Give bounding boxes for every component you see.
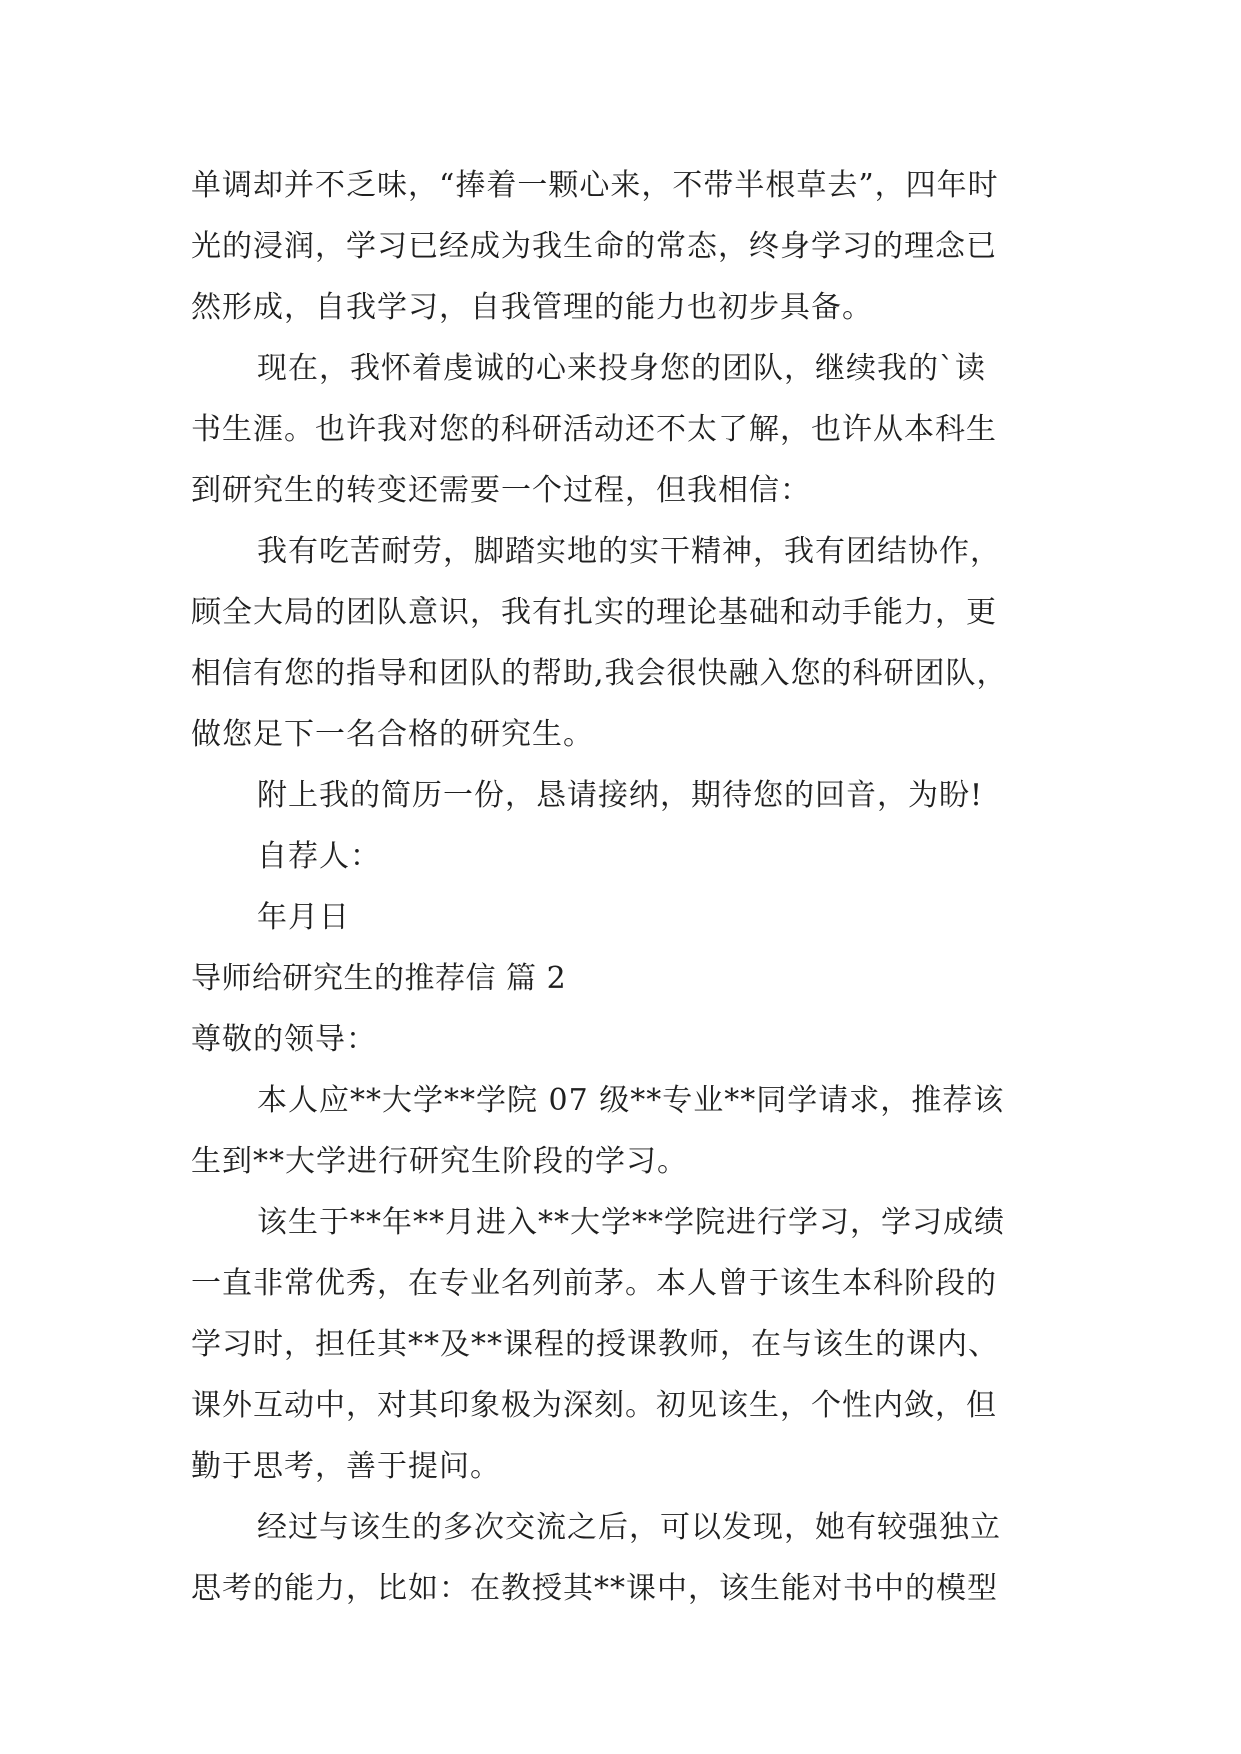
paragraph-start-line: 我有吃苦耐劳，脚踏实地的实干精神，我有团结协作， [257, 534, 1001, 569]
text-line: 然形成，自我学习，自我管理的能力也初步具备。 [191, 290, 873, 325]
text-line: 相信有您的指导和团队的帮助,我会很快融入您的科研团队， [191, 656, 1008, 691]
paragraph-start-line: 本人应**大学**学院 07 级**专业**同学请求，推荐该 [257, 1083, 1005, 1118]
date-label: 年月日 [257, 900, 350, 935]
text-line: 顾全大局的团队意识，我有扎实的理论基础和动手能力，更 [191, 595, 997, 630]
text-line: 一直非常优秀，在专业名列前茅。本人曾于该生本科阶段的 [191, 1266, 997, 1301]
text-line: 光的浸润，学习已经成为我生命的常态，终身学习的理念已 [191, 229, 997, 264]
text-line: 思考的能力，比如：在教授其**课中，该生能对书中的模型 [191, 1571, 998, 1606]
document-text-body [191, 155, 1061, 1619]
salutation: 尊敬的领导： [191, 1022, 377, 1057]
text-line: 做您足下一名合格的研究生。 [191, 717, 594, 752]
text-line: 到研究生的转变还需要一个过程，但我相信： [191, 473, 811, 508]
text-line: 学习时，担任其**及**课程的授课教师，在与该生的课内、 [191, 1327, 999, 1362]
signature-label: 自荐人： [257, 839, 381, 874]
paragraph-start-line: 该生于**年**月进入**大学**学院进行学习，学习成绩 [257, 1205, 1005, 1240]
section-heading: 导师给研究生的推荐信 篇 2 [191, 961, 567, 996]
text-line: 生到**大学进行研究生阶段的学习。 [191, 1144, 688, 1179]
paragraph-start-line: 经过与该生的多次交流之后，可以发现，她有较强独立 [257, 1510, 1001, 1545]
paragraph-start-line: 附上我的简历一份，恳请接纳，期待您的回音，为盼! [257, 778, 984, 813]
paragraph-start-line: 现在，我怀着虔诚的心来投身您的团队，继续我的`读 [257, 351, 986, 386]
text-line: 书生涯。也许我对您的科研活动还不太了解，也许从本科生 [191, 412, 997, 447]
text-line: 单调却并不乏味，“捧着一颗心来，不带半根草去”，四年时 [191, 168, 999, 203]
text-line: 勤于思考，善于提问。 [191, 1449, 501, 1484]
text-line: 课外互动中，对其印象极为深刻。初见该生，个性内敛，但 [191, 1388, 997, 1423]
